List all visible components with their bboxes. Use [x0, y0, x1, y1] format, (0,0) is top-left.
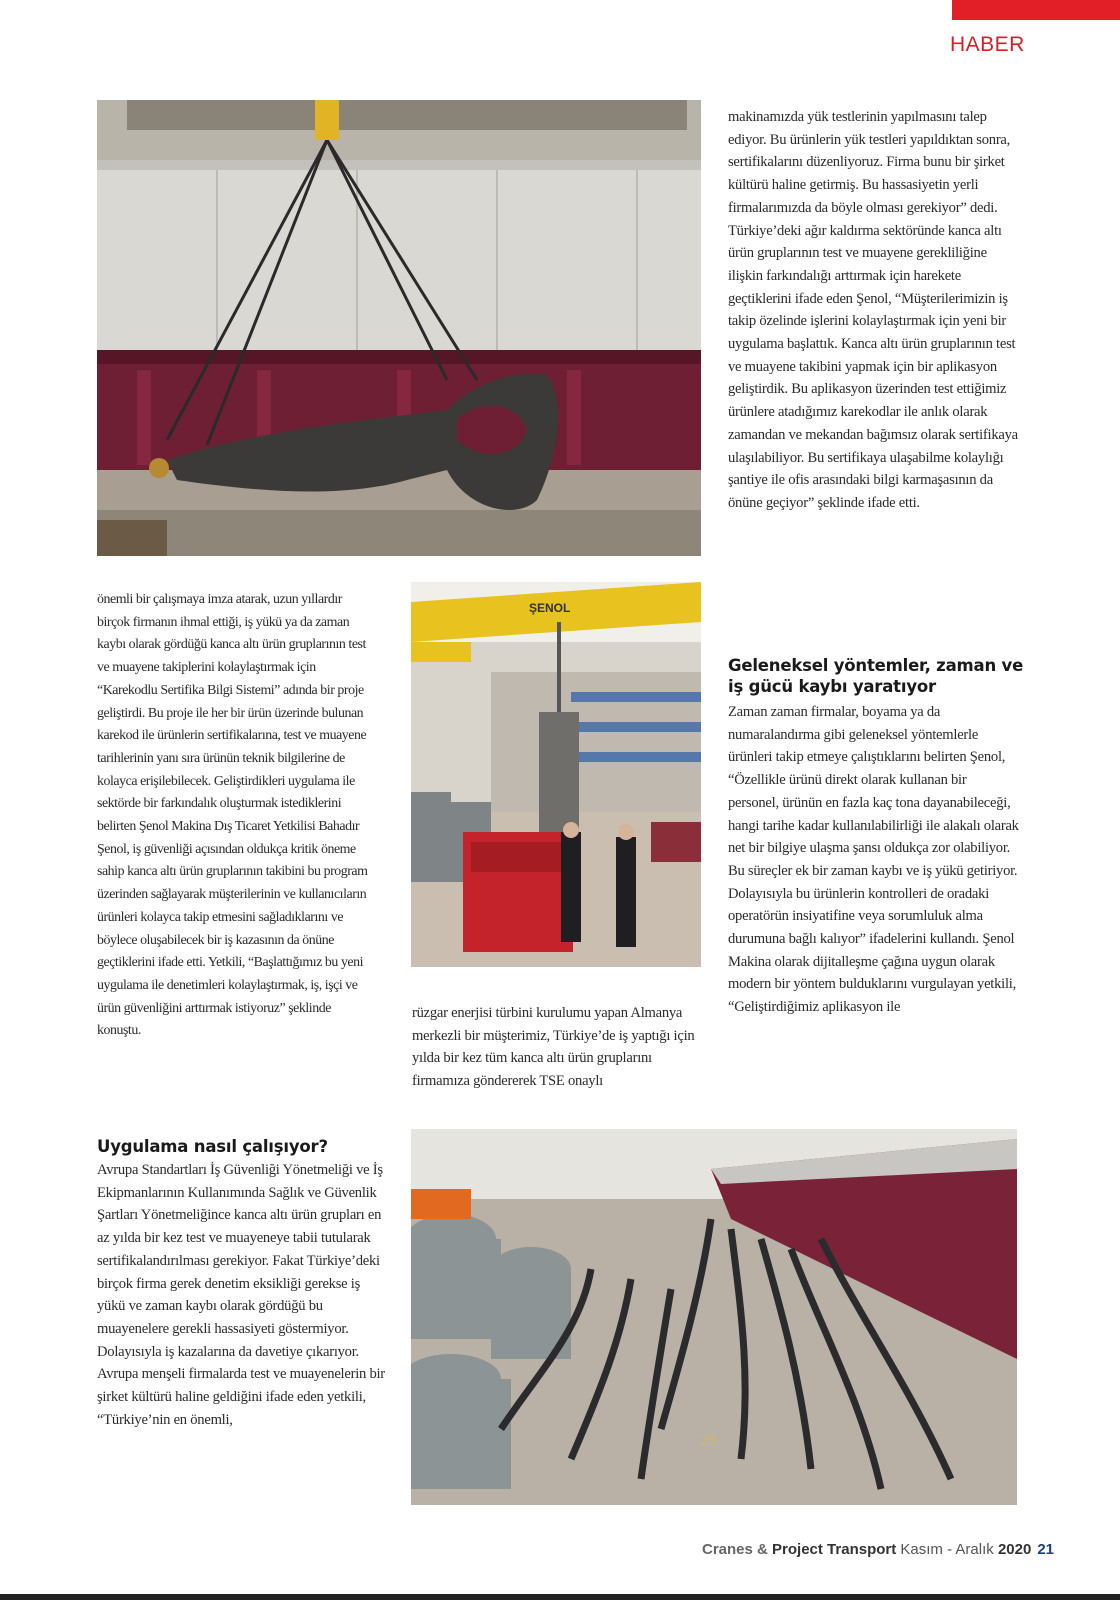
section-label: HABER — [950, 33, 1025, 56]
heading-traditional-methods: Geleneksel yöntemler, zaman ve iş gücü kaybı yaratıyor — [728, 656, 1024, 696]
column-mid — [412, 1002, 704, 1093]
page-footer — [702, 1541, 1054, 1558]
paragraph-top-right: makinamızda yük testlerinin yapılmasını talep ediyor. Bu ürünlerin yük testleri yapıldıktan sonra, sertifikalarını düzenliyoruz. Firma bunu bir şirket kültürü haline getirmiş. Bu hassasiyetin yerli firmalarımızda da böyle olması gerekiyor” dedi. Türkiye’deki ağır kaldırma sektöründe kanca altı ürün gruplarının test ve muayene gerekliliğine ilişkin farkındalığı arttırmak için harekete geçtiklerini ifade eden Şenol, “Müşterilerimizin iş takip özelinde işlerini kolaylaştırmak için yeni bir uygulama başlattık. Kanca altı ürün gruplarının test ve muayene takibini yapmak için bir aplikasyon geliştirdik. Bu aplikasyon üzerinden test ettiğimiz ürünlere atadığımız karekodlar ile anlık olarak zamandan ve mekandan bağımsız olarak sertifikaya ulaşılabiliyor. Bu sertifikaya ulaşabilme kolaylığı şantiye ile ofis arasındaki bilgi karmaşasının da önüne geçiyor” şeklinde ifade etti. — [728, 109, 1018, 511]
footer-cranes: Cranes — [702, 1541, 753, 1558]
footer-year: 2020 — [997, 1541, 1032, 1558]
footer-amp: & — [752, 1541, 773, 1558]
photo-sign-text: ŞENOL — [529, 601, 571, 615]
footer-issue: Kasım - Aralık — [896, 1541, 998, 1558]
photo-warehouse-crane — [411, 582, 701, 967]
paragraph-mid-right: Zaman zaman firmalar, boyama ya da numaralandırma gibi geleneksel yöntemlerle ürünleri takip etmeye çalıştıklarını belirten Şenol, “Özellikle ürünü direkt olarak kullanan bir personel, ürünün en fazla kaç tona dayanabileceği, hangi tarihe kadar kullanılabilirliği ile alakalı olarak net bir bilgiye ulaşma şansı oldukça zor olabiliyor. Bu süreçler ek bir zaman kaybı ve iş yükü getiriyor. Dolayısıyla bu ürünlerin kontrolleri de oradaki operatörün insiyatifine veya sorumluluk alma durumuna bağlı kalıyor” ifadelerini kullandı. Şenol Makina olarak dijitalleşme çağına uygun olarak modern bir yöntem bulduklarını vurgulayan yetkili, “Geliştirdiğimiz aplikasyon ile — [728, 704, 1019, 1016]
photo-floor-number: 25 — [701, 1432, 717, 1448]
heading-how-app-works: Uygulama nasıl çalışıyor? — [97, 1137, 328, 1156]
photo-wire-rope-slings — [411, 1129, 1017, 1505]
photo-hook-lifting-beam — [97, 100, 701, 556]
column-top-right — [728, 106, 1024, 515]
page-number: 21 — [1037, 1541, 1054, 1558]
paragraph-mid: rüzgar enerjisi türbini kurulumu yapan Almanya merkezli bir müşterimiz, Türkiye’de iş yaptığı için yılda bir kez tüm kanca altı ürün gruplarını firmamıza göndererek TSE onaylı — [412, 1005, 695, 1090]
column-bottom-left — [97, 1159, 389, 1431]
footer-project: Project Transport — [772, 1541, 897, 1558]
header-accent-bar — [952, 0, 1120, 20]
paragraph-bottom-left: Avrupa Standartları İş Güvenliği Yönetmeliği ve İş Ekipmanlarının Kullanımında Sağlık ve Güvenlik Şartları Yönetmeliğince kanca altı ürün grupları en az yılda bir kez test ve muayeneye tabii tutularak sertifikalandırılması gerekiyor. Fakat Türkiye’deki birçok firma gerek denetim eksikliği gerekse iş yükü ve zaman kaybı olarak gördüğü bu muayenelere gerekli hassasiyeti göstermiyor. Dolayısıyla iş kazalarına da davetiye çıkarıyor. Avrupa menşeli firmalarda test ve muayenelerin bir şirket kültürü haline geldiğini ifade eden yetkili, “Türkiye’nin en önemli, — [97, 1162, 385, 1428]
column-left — [97, 589, 377, 1043]
bottom-rule — [0, 1594, 1120, 1600]
paragraph-left: önemli bir çalışmaya imza atarak, uzun yıllardır birçok firmanın ihmal ettiği, iş yükü ya da zaman kaybı olarak gördüğü kanca altı ürün gruplarının test ve muayene takiplerini kolaylaştırmak için “Karekodlu Sertifika Bilgi Sistemi” adında bir proje geliştirdi. Bu proje ile her bir ürün üzerinde bulunan karekod ile ürünlerin sertifikalarına, test ve muayene tarihlerinin yanı sıra ürünün teknik bilgilerine de kolayca erişilebilecek. Geliştirdikleri uygulama ile sektörde bir farkındalık oluşturmak istediklerini belirten Şenol Makina Dış Ticaret Yetkilisi Bahadır Şenol, iş güvenliği açısından oldukça kritik öneme sahip kanca altı ürün gruplarının takibini bu program üzerinden sağlayarak müşterilerinin ve kullanıcıların ürünleri kolayca takip etmesini sağladıklarını ve böylece oluşabilecek bir iş kazasının da önüne geçtiklerini ifade etti. Yetkili, “Başlattığımız bu yeni uygulama ile denetimleri kolaylaştırmak, iş, işçi ve ürün güvenliğini arttırmak istiyoruz” şeklinde konuştu. — [97, 592, 368, 1039]
column-mid-right — [728, 701, 1020, 1019]
